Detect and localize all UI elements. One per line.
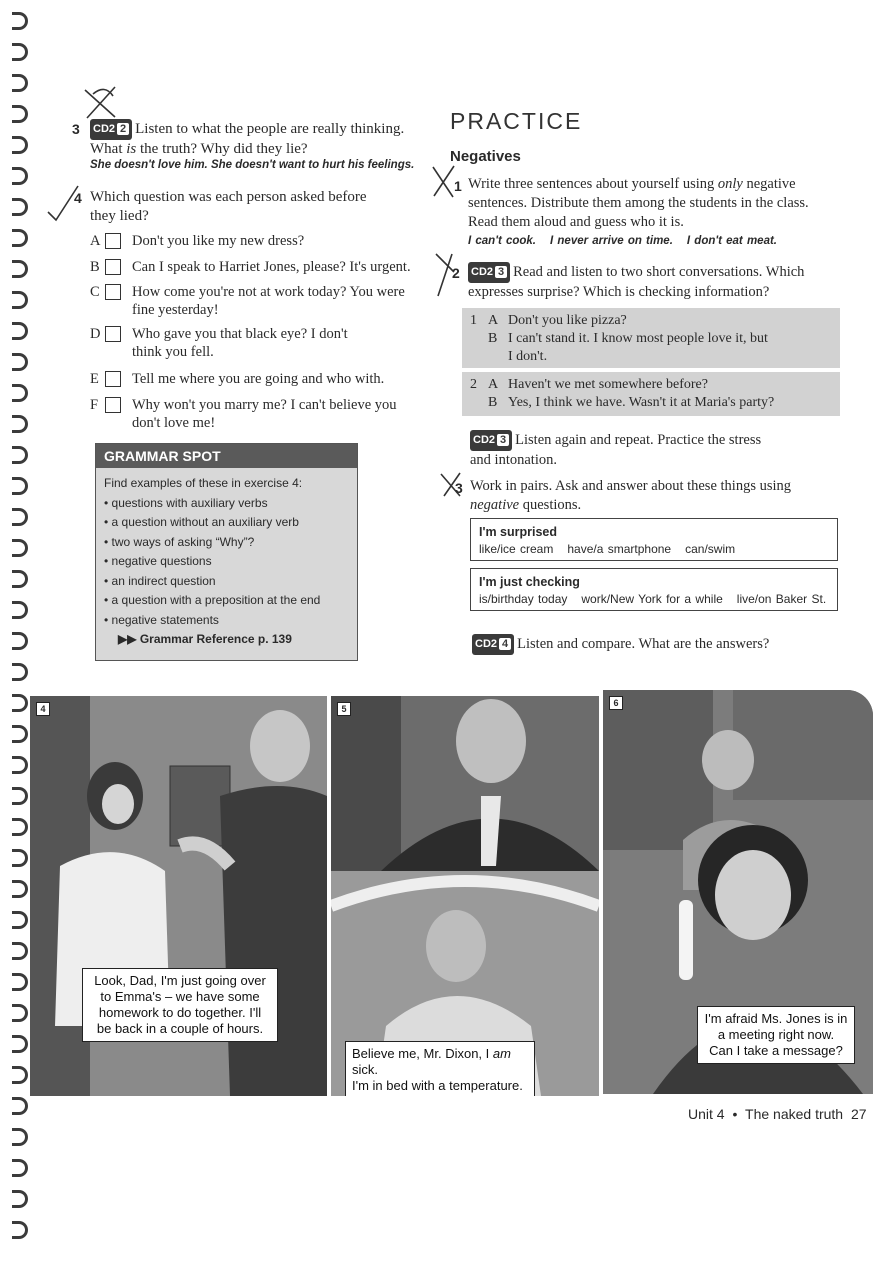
negatives-subtitle: Negatives <box>450 148 521 165</box>
spiral-ring <box>12 43 28 61</box>
photo-number: 5 <box>337 702 351 716</box>
spiral-ring <box>12 756 28 774</box>
spiral-ring <box>12 508 28 526</box>
page-number: 27 <box>850 1106 867 1122</box>
spiral-ring <box>12 446 28 464</box>
p-ex1-number: 1 <box>454 178 462 194</box>
grammar-item: • negative questions <box>104 554 212 568</box>
spiral-ring <box>12 818 28 836</box>
spiral-ring <box>12 1035 28 1053</box>
unit-title: The naked truth <box>745 1106 844 1122</box>
speech-bubble-4: Look, Dad, I'm just going over to Emma's – we have some homework to do together. I'll be back in a couple of hours. <box>82 968 278 1042</box>
p-ex3-number: 3 <box>455 480 463 496</box>
grammar-item: • an indirect question <box>104 573 216 588</box>
cd-track-badge: CD2 3 <box>468 262 510 283</box>
listen-repeat: CD2 3 Listen again and repeat. Practice the stress and intonation. <box>470 432 762 468</box>
grammar-intro: Find examples of these in exercise 4: <box>104 476 303 490</box>
ex3-instruction: CD2 2 Listen to what the people are really thinking. What is the truth? Why did they lie? <box>90 121 405 157</box>
spiral-ring <box>12 415 28 433</box>
spiral-ring <box>12 198 28 216</box>
spiral-ring <box>12 632 28 650</box>
grammar-item: • questions with auxiliary verbs <box>104 495 268 510</box>
spiral-ring <box>12 601 28 619</box>
checkbox[interactable] <box>105 371 121 387</box>
listen-compare: CD2 4 Listen and compare. What are the answers? <box>472 634 842 655</box>
unit-label: Unit 4 <box>688 1106 725 1122</box>
spiral-ring <box>12 1097 28 1115</box>
spiral-ring <box>12 477 28 495</box>
ex4-number: 4 <box>74 190 82 206</box>
p-ex2-number: 2 <box>452 265 460 281</box>
spiral-ring <box>12 74 28 92</box>
spiral-ring <box>12 1159 28 1177</box>
pen-check-mark-top <box>75 82 125 122</box>
spiral-ring <box>12 1128 28 1146</box>
p-ex1-examples: I can't cook. I never arrive on time. I don't eat meat. <box>468 235 777 247</box>
p-ex2-instruction: CD2 3 Read and listen to two short conversations. Which expresses surprise? Which is checking information? <box>468 264 805 300</box>
grammar-spot-title: GRAMMAR SPOT <box>96 444 357 468</box>
page-footer: Unit 4 • The naked truth 27 <box>688 1106 867 1122</box>
conversation-2: 2 A Haven't we met somewhere before? B Yes, I think we have. Wasn't it at Maria's party? <box>462 372 840 416</box>
spiral-ring <box>12 973 28 991</box>
im-just-checking-box: I'm just checking is/birthday today work/New York for a while live/on Baker St. <box>470 568 838 611</box>
spiral-ring <box>12 911 28 929</box>
cd-track-badge: CD2 2 <box>90 119 132 140</box>
speech-bubble-5: Believe me, Mr. Dixon, I am sick. I'm in bed with a temperature. <box>345 1041 535 1096</box>
spiral-ring <box>12 1004 28 1022</box>
ex3-example: She doesn't love him. She doesn't want to hurt his feelings. <box>90 159 415 171</box>
spiral-ring <box>12 1190 28 1208</box>
spiral-ring <box>12 136 28 154</box>
grammar-item: • a question with a preposition at the end <box>104 593 321 607</box>
p-ex1-instruction: Write three sentences about yourself using only negative sentences. Distribute them among the students in the class. Read them aloud and guess who it is. <box>468 176 809 230</box>
ex4-instruction: Which question was each person asked before they lied? <box>90 189 367 224</box>
spiral-ring <box>12 384 28 402</box>
spiral-ring <box>12 12 28 30</box>
spiral-ring <box>12 1221 28 1239</box>
photo-number: 6 <box>609 696 623 710</box>
grammar-spot-box <box>95 443 358 661</box>
p-ex3-instruction: Work in pairs. Ask and answer about these things using negative questions. <box>470 478 792 513</box>
practice-title: PRACTICE <box>450 108 583 134</box>
checkbox[interactable] <box>105 259 121 275</box>
spiral-ring <box>12 849 28 867</box>
checkbox[interactable] <box>105 284 121 300</box>
conversation-1: 1 A Don't you like pizza? B I can't stand it. I know most people love it, but I don't. <box>462 308 840 368</box>
photo-5-illustration <box>331 696 599 1096</box>
photo-6 <box>603 690 873 1094</box>
textbook-page: 3 CD2 2 Listen to what the people are really thinking. What is the truth? Why did they lie? She doesn't love him. She doesn't want to hurt his feelings. 4 Which question was each person asked before they lied? A Don't you like my new dress? B Can I speak to Harriet Jones, please? It's urgent. C How come you're not at work today? You were fine yesterday! D Who gave you that black eye? I don't think you fell. E Tell me where you are going and who with. F Why won't you marry me? I can't believe you don't love me! GRAMMAR SPOT Find examples of these in exercise 4: • questions with auxiliary verbs • a question without an auxiliary verb • two ways of asking “Why”? • negative questions • an indirect question • a question with a preposition at the end • negative statements ▶▶ Grammar Reference p. 139 PRACTICE Negatives 1 Write three sentences about yourself using only negative sentences. Distribute them among the students in the class. Read them aloud and guess who it is. I can't cook. I never arrive on time. I don't eat meat. 2 CD2 3 Read and listen to two short conversations. Which expresses surprise? Which is checking information? 1 A Don't you like pizza? B I can't stand it. I know most people love it, but I don't. 2 A Haven't we met somewhere before? B Yes, I think we have. Wasn't it at Maria's party? CD2 3 Listen again and repeat. Practice the stress and intonation. 3 Work in pairs. Ask and answer about these things using negative questions. I'm surprised like/ice cream have/a smartphone can/swim I'm just checking is/birthday today work/New York for a while live/on Baker St. CD2 4 Listen and compare. What are the answers? 4 Look, Dad, I'm just going over to Emma's – we have some homework to do together. I'll be back in a couple of hours. 5 Believe me, Mr. Dixon, I am sick. I'm in bed with a temperature. 6 I'm afraid Ms. Jones is in a meeting right now. Can I take a message? Unit 4 • The naked truth 27 <box>0 0 893 1264</box>
spiral-ring <box>12 1066 28 1084</box>
spiral-ring <box>12 663 28 681</box>
spiral-ring <box>12 260 28 278</box>
spiral-ring <box>12 942 28 960</box>
spiral-ring <box>12 787 28 805</box>
grammar-item: • two ways of asking “Why”? <box>104 534 255 549</box>
spiral-ring <box>12 539 28 557</box>
ex3-number: 3 <box>72 121 80 137</box>
im-surprised-box: I'm surprised like/ice cream have/a smartphone can/swim <box>470 518 838 561</box>
grammar-spot-list <box>96 468 357 656</box>
spiral-ring <box>12 570 28 588</box>
checkbox[interactable] <box>105 326 121 342</box>
spiral-ring <box>12 322 28 340</box>
speech-bubble-6: I'm afraid Ms. Jones is in a meeting right now. Can I take a message? <box>697 1006 855 1064</box>
spiral-ring <box>12 353 28 371</box>
photo-4 <box>30 696 327 1096</box>
spiral-ring <box>12 880 28 898</box>
spiral-ring <box>12 105 28 123</box>
photo-number: 4 <box>36 702 50 716</box>
spiral-ring <box>12 725 28 743</box>
spiral-ring <box>12 291 28 309</box>
grammar-item: • negative statements <box>104 612 219 627</box>
grammar-item: • a question without an auxiliary verb <box>104 515 299 529</box>
spiral-ring <box>12 694 28 712</box>
spiral-ring <box>12 167 28 185</box>
photo-5 <box>331 696 599 1096</box>
spiral-ring <box>12 229 28 247</box>
cd-track-badge: CD2 4 <box>472 634 514 655</box>
double-arrow-icon: ▶▶ <box>118 632 137 646</box>
checkbox[interactable] <box>105 397 121 413</box>
checkbox[interactable] <box>105 233 121 249</box>
cd-track-badge: CD2 3 <box>470 430 512 451</box>
grammar-reference-link[interactable]: ▶▶ Grammar Reference p. 139 <box>118 632 292 646</box>
